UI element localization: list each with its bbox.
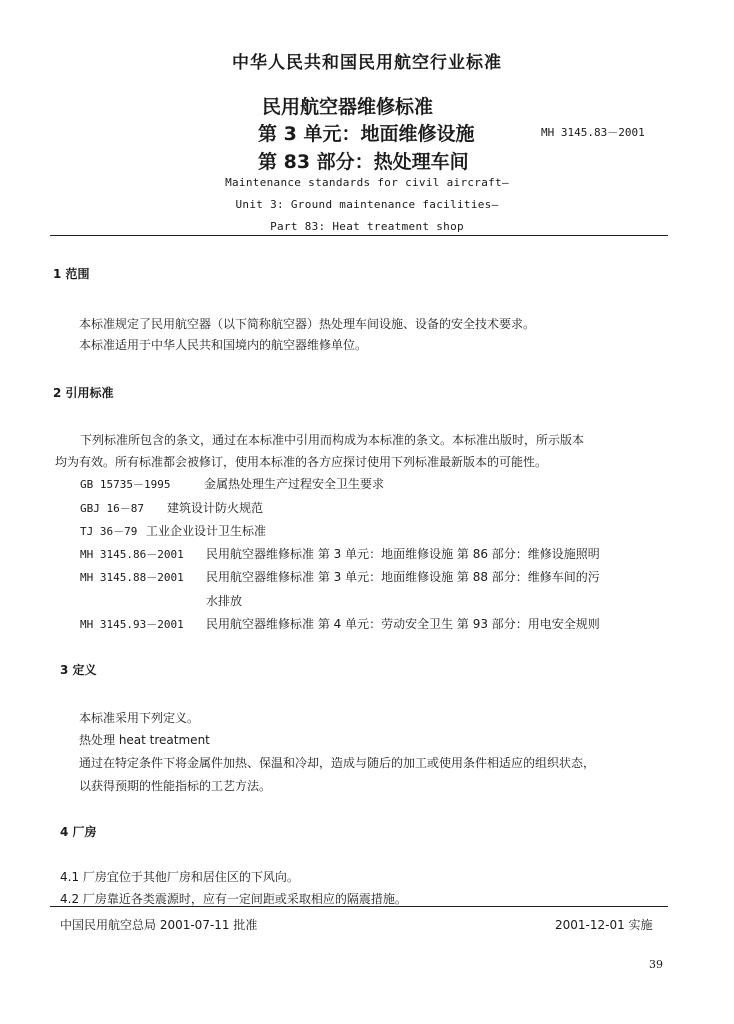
reference-number: GB 15735－1995 (80, 478, 171, 491)
reference-title: 工业企业设计卫生标准 (146, 524, 267, 538)
reference-number: MH 3145.86－2001 (80, 548, 184, 561)
reference-number: GBJ 16－87 (80, 502, 144, 515)
reference-title-continuation: 水排放 (206, 594, 243, 608)
title-line-3: 第 83 部分：热处理车间 (258, 151, 469, 173)
reference-title: 建筑设计防火规范 (167, 501, 264, 515)
title-line-2: 第 3 单元：地面维修设施 (258, 123, 475, 145)
reference-number: MH 3145.88－2001 (80, 571, 184, 584)
reference-number: MH 3145.93－2001 (80, 618, 184, 631)
publisher-line: 中华人民共和国民用航空行业标准 (232, 53, 502, 73)
implementation-date: 2001-12-01 实施 (555, 918, 653, 932)
standard-number: MH 3145.83－2001 (541, 126, 645, 139)
english-title-line-2: Unit 3: Ground maintenance facilities— (235, 198, 499, 211)
section-1-paragraph: 本标准适用于中华人民共和国境内的航空器维修单位。 (79, 338, 368, 352)
section-2-intro-line-1: 下列标准所包含的条文，通过在本标准中引用而构成为本标准的条文。本标准出版时，所示版本 (80, 433, 585, 447)
english-title-line-1: Maintenance standards for civil aircraft— (225, 176, 509, 189)
definition-text-line-1: 通过在特定条件下将金属件加热、保温和冷却，造成与随后的加工或使用条件相适应的组织状态， (79, 756, 596, 770)
reference-title: 民用航空器维修标准 第 3 单元：地面维修设施 第 88 部分：维修车间的污 (206, 570, 600, 584)
definition-term: 热处理 heat treatment (79, 733, 210, 747)
reference-number: TJ 36－79 (80, 525, 138, 538)
title-line-1: 民用航空器维修标准 (262, 96, 434, 118)
english-title-line-3: Part 83: Heat treatment shop (270, 220, 464, 233)
section-1-heading: 1 范围 (53, 267, 90, 281)
header-divider (50, 235, 668, 236)
reference-title: 民用航空器维修标准 第 4 单元：劳动安全卫生 第 93 部分：用电安全规则 (206, 617, 600, 631)
section-1-paragraph: 本标准规定了民用航空器（以下简称航空器）热处理车间设施、设备的安全技术要求。 (79, 317, 536, 331)
section-3-heading: 3 定义 (60, 663, 97, 677)
clause-4-2: 4.2 厂房靠近各类震源时，应有一定间距或采取相应的隔震措施。 (60, 892, 407, 906)
definition-text-line-2: 以获得预期的性能指标的工艺方法。 (79, 779, 272, 793)
section-2-heading: 2 引用标准 (53, 386, 114, 400)
reference-title: 金属热处理生产过程安全卫生要求 (204, 477, 385, 491)
clause-4-1: 4.1 厂房宜位于其他厂房和居住区的下风向。 (60, 870, 299, 884)
page-number: 39 (649, 958, 663, 971)
approval-info: 中国民用航空总局 2001-07-11 批准 (60, 918, 258, 932)
section-2-intro-line-2: 均为有效。所有标准都会被修订，使用本标准的各方应探讨使用下列标准最新版本的可能性。 (55, 455, 548, 469)
reference-title: 民用航空器维修标准 第 3 单元：地面维修设施 第 86 部分：维修设施照明 (206, 547, 600, 561)
footer-divider (50, 906, 668, 907)
section-4-heading: 4 厂房 (60, 825, 97, 839)
section-3-intro: 本标准采用下列定义。 (79, 711, 200, 725)
